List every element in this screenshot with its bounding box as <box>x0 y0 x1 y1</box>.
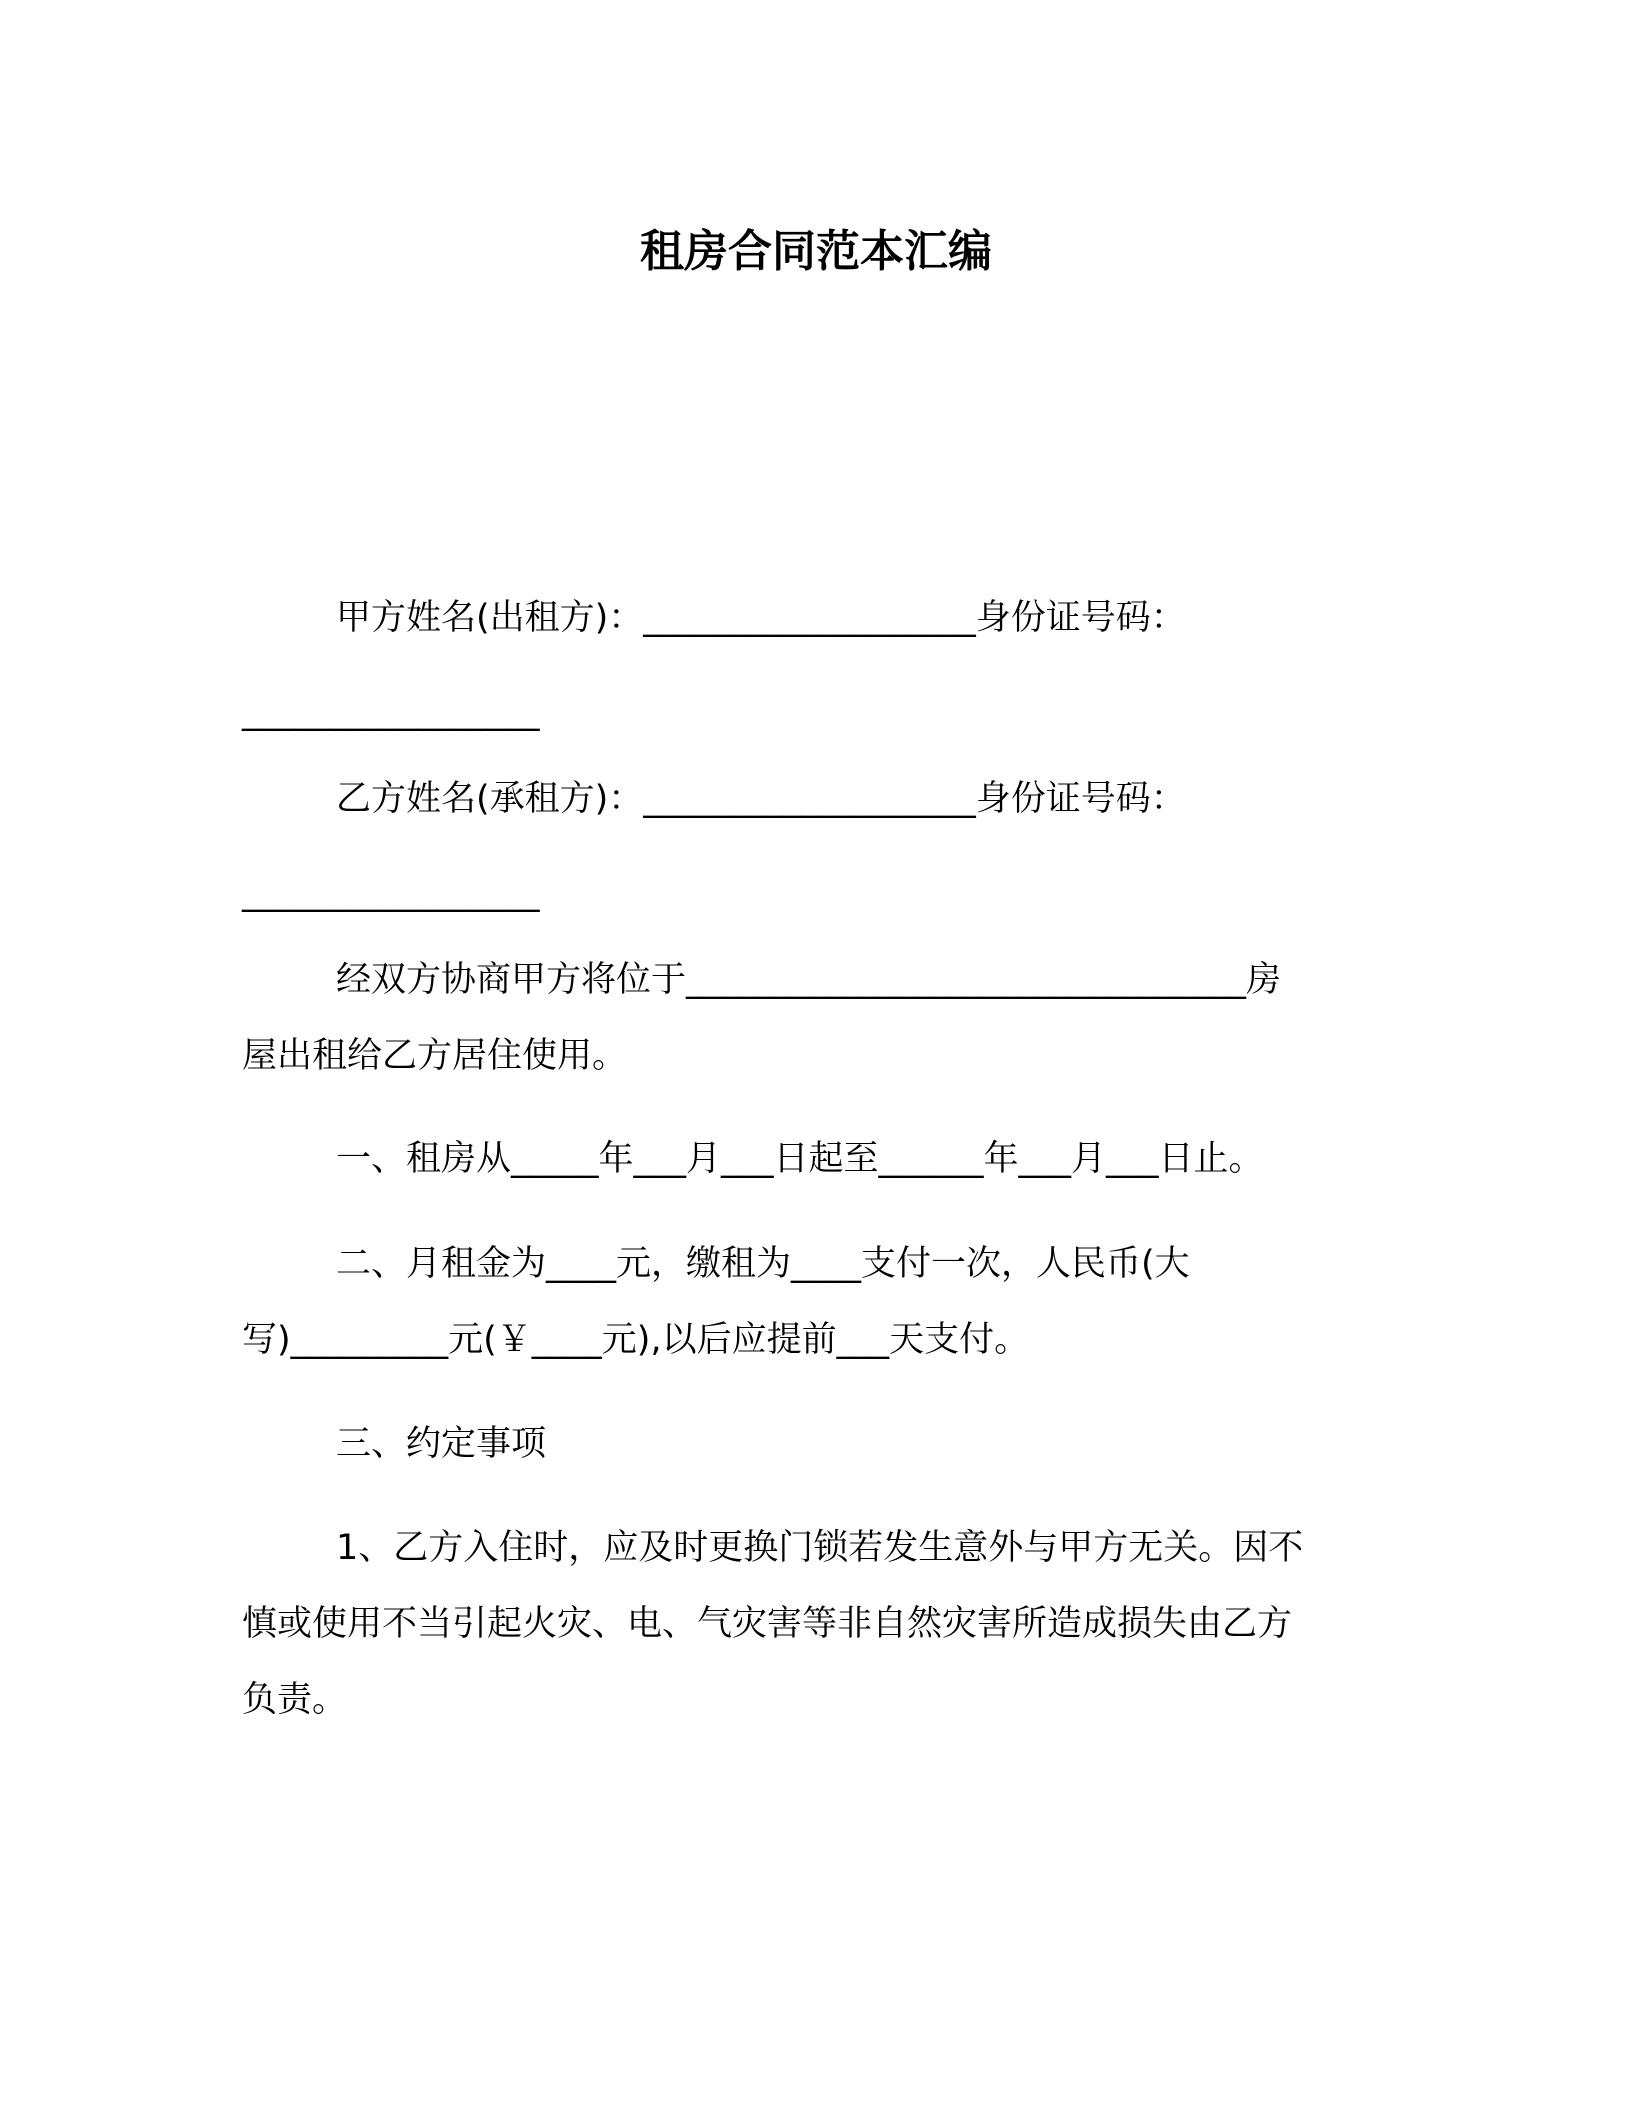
item-1-line2: 慎或使用不当引起火灾、电、气灾害等非自然灾害所造成损失由乙方 <box>242 1604 1293 1644</box>
party-b-name-line: 乙方姓名(承租方)：___________________身份证号码： <box>336 779 1186 819</box>
party-b-id-blank: _________________ <box>242 873 540 913</box>
item-1-line3: 负责。 <box>242 1680 348 1720</box>
clause-rent-amount-line1: 二、月租金为____元，缴租为____支付一次，人民币(大 <box>336 1244 1190 1284</box>
party-a-id-blank: _________________ <box>242 692 540 732</box>
document-title: 租房合同范本汇编 <box>640 226 992 277</box>
item-1-line1: 1、乙方入住时，应及时更换门锁若发生意外与甲方无关。因不 <box>336 1528 1304 1568</box>
property-usage-line: 屋出租给乙方居住使用。 <box>242 1036 628 1076</box>
clause-rental-period: 一、租房从_____年___月___日起至______年___月___日止。 <box>336 1139 1264 1179</box>
clause-agreed-matters-heading: 三、约定事项 <box>336 1424 547 1464</box>
party-a-name-line: 甲方姓名(出租方)：___________________身份证号码： <box>336 598 1186 638</box>
property-location-line: 经双方协商甲方将位于________________________________房 <box>336 960 1282 1000</box>
clause-rent-amount-line2: 写)_________元(￥____元),以后应提前___天支付。 <box>242 1320 1030 1360</box>
